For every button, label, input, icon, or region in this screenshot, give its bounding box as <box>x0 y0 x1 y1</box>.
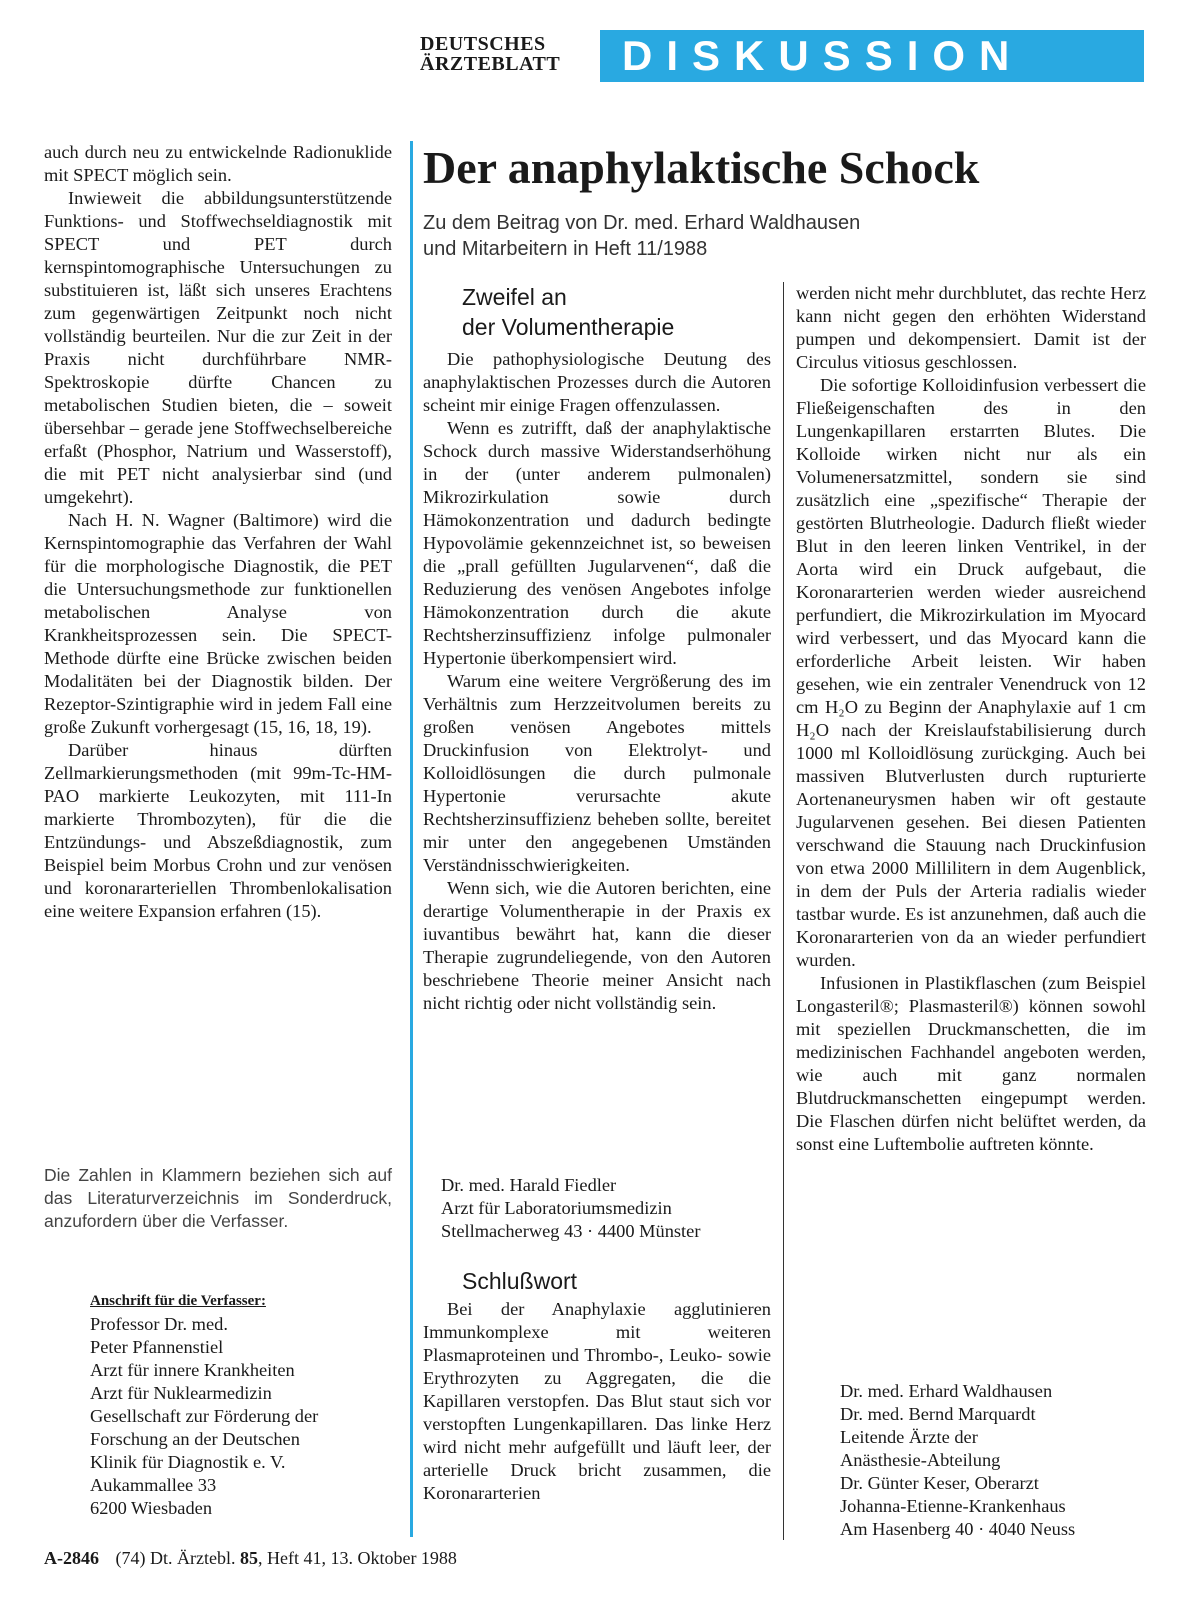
address-line: Gesellschaft zur Förderung der <box>90 1406 319 1426</box>
article-subtitle <box>423 210 1143 262</box>
paragraph: Die pathophysiologische Deutung des anaphylaktischen Prozesses durch die Autoren scheint mir einige Fragen offenzulassen. <box>423 349 771 415</box>
subtitle-line: und Mitarbeitern in Heft 11/1988 <box>423 238 708 260</box>
logo-line-2: ÄRZTEBLATT <box>420 53 561 75</box>
signature-line: Dr. med. Bernd Marquardt <box>840 1404 1036 1424</box>
address-line: Arzt für Nuklearmedizin <box>90 1383 272 1403</box>
paragraph: Bei der Anaphylaxie agglutinieren Immunkomplexe mit weiteren Plasmaproteinen und Thrombo-, Leuko- sowie Erythrozyten zu Aggregaten, die die Kapillaren verstopfen. Das Blut staut sich vor verstopften Lungenkapillaren. Das linke Herz wird nicht mehr aufgefüllt und läuft leer, der arterielle Druck bricht zusammen, die Koronararterien <box>423 1299 771 1503</box>
signature-line: Dr. med. Harald Fiedler <box>441 1175 617 1195</box>
footnote: Die Zahlen in Klammern beziehen sich auf das Literaturverzeichnis im Sonderdruck, anzufordern über die Verfasser. <box>44 1165 392 1231</box>
citation-post: , Heft 41, 13. Oktober 1988 <box>257 1548 457 1568</box>
signature-line: Am Hasenberg 40 · 4040 Neuss <box>840 1519 1076 1539</box>
signature-line: Anästhesie-Abteilung <box>840 1450 1001 1470</box>
signature-line: Arzt für Laboratoriumsmedizin <box>441 1198 672 1218</box>
heading-line: Zweifel an <box>462 284 567 310</box>
signature-line: Dr. Günter Keser, Oberarzt <box>840 1473 1039 1493</box>
address-lines <box>90 1313 400 1520</box>
section-banner: DISKUSSION <box>600 30 1144 82</box>
signature-line: Leitende Ärzte der <box>840 1427 978 1447</box>
heading-line: Schlußwort <box>462 1268 578 1294</box>
paragraph: Wenn sich, wie die Autoren berichten, eine derartige Volumentherapie in der Praxis ex iuvantibus bewährt hat, kann die dieser Therapie zugrundeliegende, von den Autoren beschriebene Theorie meiner Ansicht nach nicht richtig oder nicht vollständig sein. <box>423 878 771 1013</box>
paragraph: Inwieweit die abbildungsunterstützende Funktions- und Stoffwechseldiagnostik mit SPECT und PET durch kernspintomographische Untersuchungen zu substituieren ist, läßt sich unseres Erachtens zum gegenwärtigen Zeitpunkt noch nicht vollständig beurteilen. Nur die zur Zeit in der Praxis nicht durchführbare NMR-Spektroskopie dürfte Chancen zu metabolischen Studien bieten, die – soweit übersehbar – gerade jene Stoffwechselbereiche erfaßt (Phosphor, Natrium und Wasserstoff), die mit PET nicht analysierbar sind (und umgekehrt). <box>44 188 392 507</box>
paragraph: Warum eine weitere Vergrößerung des im Verhältnis zum Herzzeitvolumen bereits zu großen venösen Angebotes mittels Druckinfusion von Elektrolyt- und Kolloidlösungen die durch pulmonale Hypertonie verursachte akute Rechtsherzinsuffizienz beheben sollte, bereitet mir unter den angegebenen Umständen Verständnisschwierigkeiten. <box>423 671 771 875</box>
column-middle <box>423 348 771 1015</box>
heading-line: der Volumentherapie <box>462 314 675 340</box>
signature-line: Stellmacherweg 43 · 4400 Münster <box>441 1221 701 1241</box>
address-line: Peter Pfannenstiel <box>90 1337 224 1357</box>
logo-line-1: DEUTSCHES <box>420 33 546 55</box>
article-title: Der anaphylaktische Schock <box>423 142 980 193</box>
citation-pre: (74) Dt. Ärztebl. <box>115 1548 236 1568</box>
paragraph: Wenn es zutrifft, daß der anaphylaktische Schock durch massive Widerstandserhöhung in der (unter anderem pulmonalen) Mikrozirkulation sowie durch Hämokonzentration und dadurch bedingte Hypovolämie gekennzeichnet ist, so beweisen die „prall gefüllten Jugularvenen“, daß die Reduzierung des venösen Angebotes infolge Hämokonzentration durch die akute Rechtsherzinsuffizienz infolge pulmonaler Hypertonie überkompensiert wird. <box>423 418 771 668</box>
section-heading-zweifel <box>462 282 674 342</box>
paragraph: Nach H. N. Wagner (Baltimore) wird die Kernspintomographie das Verfahren der Wahl für die morphologische Diagnostik, die PET die Untersuchungsmethode zur funktionellen metabolischen Analyse von Krankheitsprozessen sein. Die SPECT-Methode dürfte eine Brücke zwischen beiden Modalitäten bei der Diagnostik bilden. Der Rezeptor-Szintigraphie wird in jedem Fall eine große Zukunft vorhergesagt (15, 16, 18, 19). <box>44 510 392 737</box>
paragraph: Die sofortige Kolloidinfusion verbessert die Fließeigenschaften des in den Lungenkapillaren erstarrten Blutes. Die Kolloide wirken nicht nur als ein Volumenersatzmittel, sondern sie sind zusätzlich eine „spezifische“ Therapie der gestörten Blutrheologie. Dadurch fließt wieder Blut in den leeren linken Ventrikel, in der Aorta wird ein Druck aufgebaut, die Koronararterien werden wieder ausreichend perfundiert, die Mikrozirkulation im Myocard wird verbessert, und das Myocard kann die erforderliche Arbeit leisten. Wir haben gesehen, wie ein zentraler Venendruck von 12 cm H₂O zu Beginn der Anaphylaxie auf 1 cm H₂O nach der Kreislaufstabilisierung durch 1000 ml Kolloidlösung zurückging. Auch bei massiven Blutverlusten durch rupturierte Aortenaneurysmen haben wir oft gestaute Jugularvenen gesehen. Bei diesen Patienten verschwand die Stauung nach Druckinfusion von etwa 2000 Millilitern in dem Augenblick, in dem der Puls der Arteria radialis wieder tastbar wurde. Es ist anzunehmen, daß auch die Koronararterien von da an wieder perfundiert wurden. <box>796 375 1146 970</box>
address-label: Anschrift für die Verfasser: <box>90 1293 266 1309</box>
letter-signature <box>441 1174 700 1243</box>
column-left <box>44 141 392 923</box>
paragraph: auch durch neu zu entwickelnde Radionuklide mit SPECT möglich sein. <box>44 142 392 185</box>
column-right <box>796 282 1146 1156</box>
column-divider <box>783 282 784 1540</box>
reply-signature <box>840 1380 1075 1541</box>
column-middle-continued <box>423 1298 771 1505</box>
journal-logo <box>420 34 588 74</box>
page-footer <box>44 1547 457 1569</box>
section-heading-schlusswort <box>462 1266 577 1296</box>
signature-line: Dr. med. Erhard Waldhausen <box>840 1381 1053 1401</box>
subtitle-line: Zu dem Beitrag von Dr. med. Erhard Waldhausen <box>423 212 861 234</box>
author-address <box>90 1291 400 1520</box>
address-line: 6200 Wiesbaden <box>90 1498 213 1518</box>
page-number: A-2846 <box>44 1548 99 1568</box>
address-line: Klinik für Diagnostik e. V. <box>90 1452 286 1472</box>
paragraph: werden nicht mehr durchblutet, das rechte Herz kann nicht gegen den erhöhten Widerstand pumpen und dekompensiert. Damit ist der Circulus vitiosus geschlossen. <box>796 283 1146 372</box>
address-line: Aukammallee 33 <box>90 1475 217 1495</box>
address-line: Arzt für innere Krankheiten <box>90 1360 295 1380</box>
column-divider-blue <box>410 141 413 1537</box>
address-line: Forschung an der Deutschen <box>90 1429 300 1449</box>
citation-volume: 85 <box>239 1548 258 1568</box>
paragraph: Darüber hinaus dürften Zellmarkierungsmethoden (mit 99m-Tc-HM-PAO markierte Leukozyten, mit 111-In markierte Thrombozyten), für die die Entzündungs- und Abszeßdiagnostik, zum Beispiel beim Morbus Crohn und zur venösen und koronararteriellen Thrombenlokalisation eine weitere Expansion erfahren (15). <box>44 740 392 921</box>
signature-line: Johanna-Etienne-Krankenhaus <box>840 1496 1066 1516</box>
address-line: Professor Dr. med. <box>90 1314 228 1334</box>
paragraph: Infusionen in Plastikflaschen (zum Beispiel Longasteril®; Plasmasteril®) können sowohl mit speziellen Druckmanschetten, die im medizinischen Fachhandel angeboten werden, wie auch mit ganz normalen Blutdruckmanschetten eingepumpt werden. Die Flaschen dürfen nicht belüftet werden, da sonst eine Luftembolie auftreten könnte. <box>796 973 1146 1154</box>
